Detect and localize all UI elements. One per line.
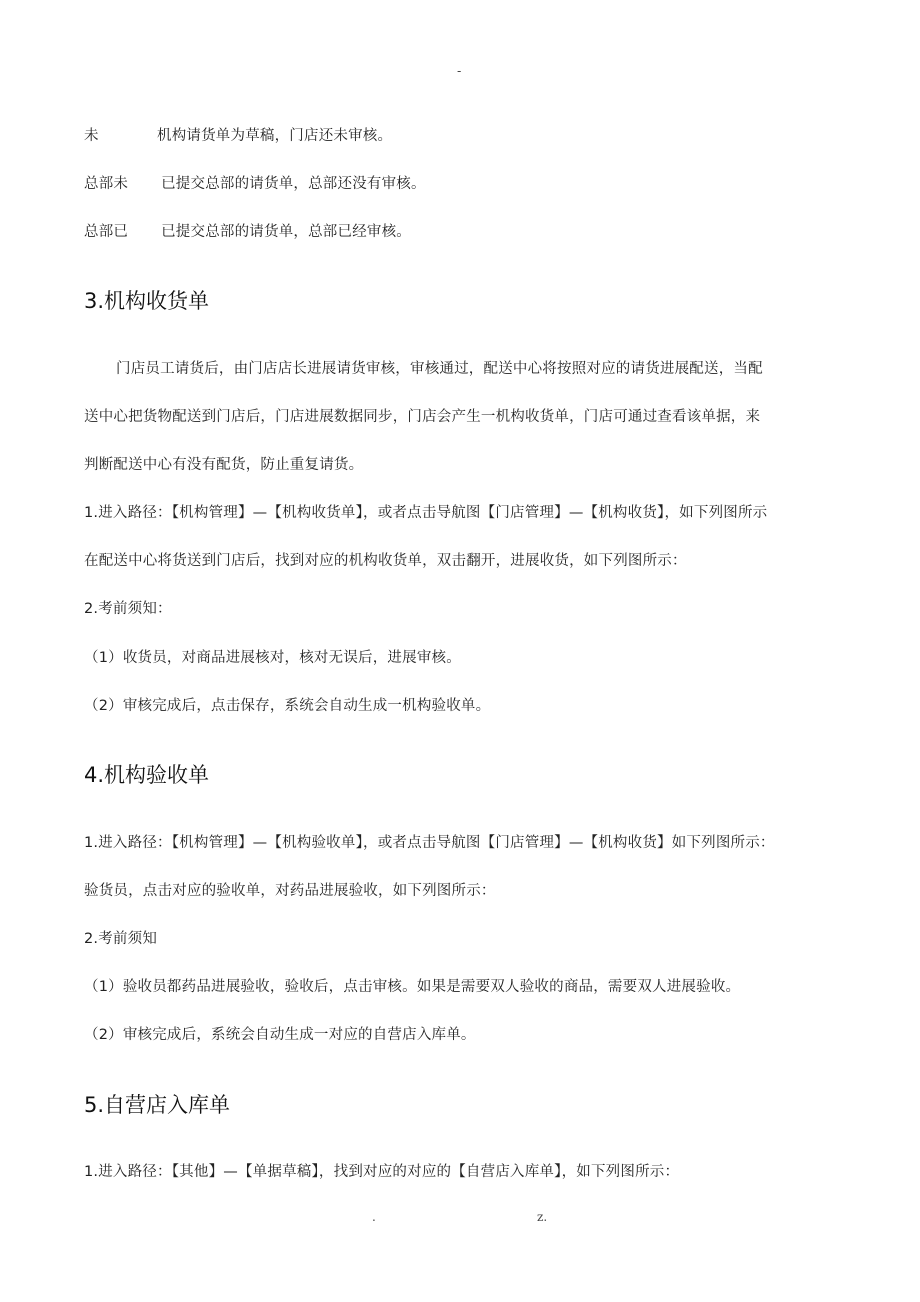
status-label: 总部未: [84, 176, 129, 192]
section-5-heading: 5.自营店入库单: [84, 1093, 231, 1117]
footer-left-mark: .: [372, 1210, 376, 1224]
footer-right-mark: z.: [537, 1210, 548, 1224]
status-row-hq-approved: [84, 222, 411, 242]
section-3-path-note: 在配送中心将货送到门店后，找到对应的机构收货单，双击翻开，进展收货，如下列图所示：: [84, 553, 687, 569]
status-text: 机构请货单为草稿，门店还未审核。: [157, 128, 393, 144]
status-label: 未: [84, 128, 99, 144]
section-4-heading: 4.机构验收单: [84, 763, 210, 787]
section-4-path-note: 验货员，点击对应的验收单，对药品进展验收，如下列图所示：: [84, 883, 496, 899]
section-4-note-2: （2）审核完成后，系统会自动生成一对应的自营店入库单。: [84, 1027, 476, 1043]
section-4-notes-title: 2.考前须知: [84, 931, 158, 947]
status-row-hq-pending: [84, 174, 426, 194]
header-mark: -: [457, 64, 462, 78]
section-4-note-1: （1）验收员都药品进展验收，验收后，点击审核。如果是需要双人验收的商品，需要双人进展验收。: [84, 979, 741, 995]
status-text: 已提交总部的请货单，总部已经审核。: [161, 224, 412, 240]
section-3-heading: 3.机构收货单: [84, 289, 210, 313]
section-3-paragraph-line-3: 判断配送中心有没有配货，防止重复请货。: [84, 457, 364, 473]
section-4-path: 1.进入路径：【机构管理】—【机构验收单】，或者点击导航图【门店管理】—【机构收货】如下列图所示：: [84, 835, 775, 851]
status-row-draft: [84, 126, 392, 146]
section-3-paragraph-line-2: 送中心把货物配送到门店后，门店进展数据同步，门店会产生一机构收货单，门店可通过查看该单据，来: [84, 409, 761, 425]
section-3-paragraph-line-1: 门店员工请货后，由门店店长进展请货审核，审核通过，配送中心将按照对应的请货进展配送，当配: [116, 361, 763, 377]
status-text: 已提交总部的请货单，总部还没有审核。: [161, 176, 426, 192]
status-label: 总部已: [84, 224, 129, 240]
section-3-note-2: （2）审核完成后，点击保存，系统会自动生成一机构验收单。: [84, 698, 491, 714]
section-3-note-1: （1）收货员，对商品进展核对，核对无误后，进展审核。: [84, 650, 461, 666]
section-3-path: 1.进入路径：【机构管理】—【机构收货单】，或者点击导航图【门店管理】—【机构收货】，如下列图所示: [84, 505, 768, 521]
section-5-path: 1.进入路径：【其他】—【单据草稿】，找到对应的对应的【自营店入库单】，如下列图所示：: [84, 1164, 680, 1180]
section-3-notes-title: 2.考前须知：: [84, 601, 172, 617]
